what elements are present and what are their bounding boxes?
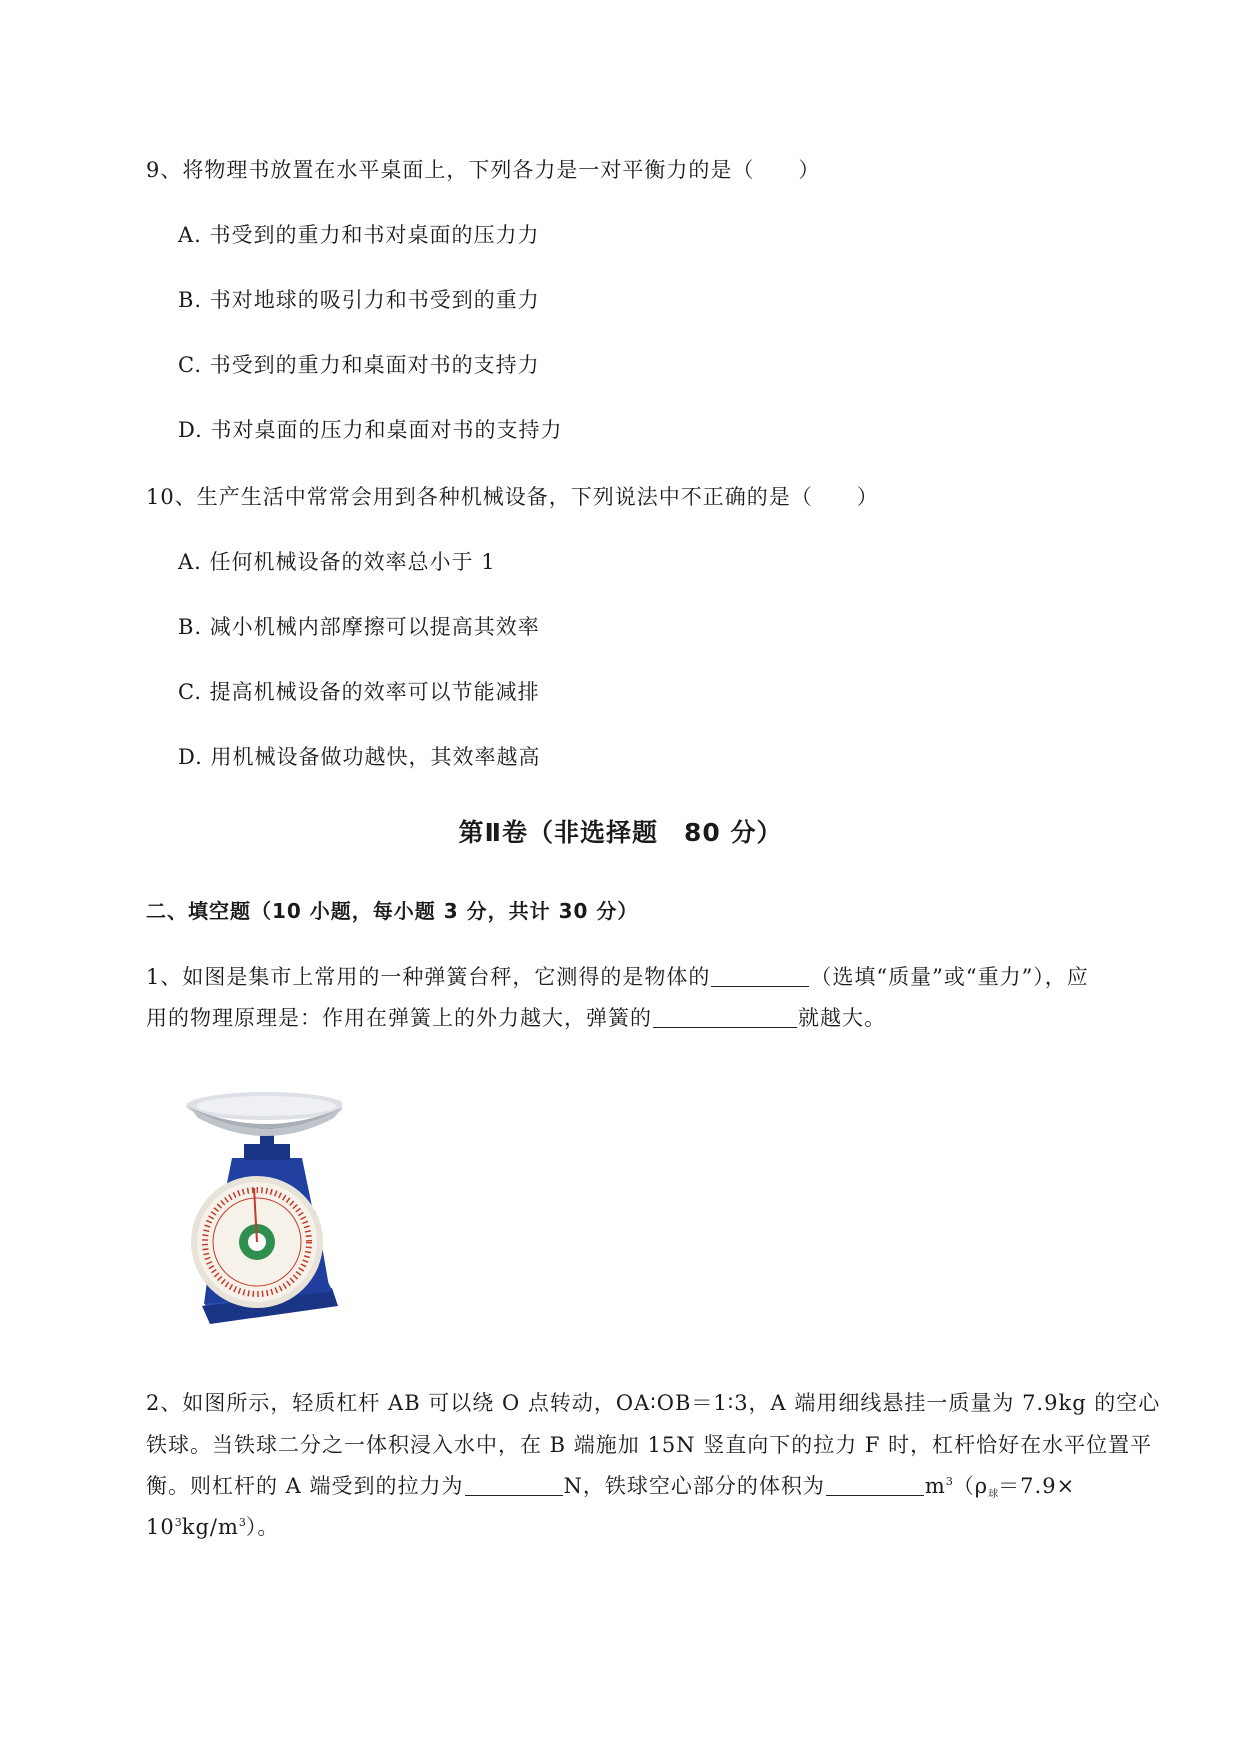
fill-2-line-4: [146, 1512, 279, 1542]
fill-2-density-value: ＝7.9×: [998, 1474, 1076, 1498]
fill-2-line-3: [146, 1471, 1075, 1501]
section-title: 第Ⅱ卷（非选择题 80 分）: [458, 818, 783, 847]
question-10-option-b: B. 减小机械内部摩擦可以提高其效率: [178, 615, 540, 639]
fill-1-text-c: 用的物理原理是：作用在弹簧上的外力越大，弹簧的: [146, 1006, 652, 1030]
question-10-option-c: C. 提高机械设备的效率可以节能减排: [178, 680, 540, 704]
fill-2-line-1: 2、如图所示，轻质杠杆 AB 可以绕 O 点转动，OA∶OB＝1∶3，A 端用细线悬挂一质量为 7.9kg 的空心: [146, 1391, 1161, 1415]
fill-1-line-1: [146, 962, 1089, 992]
question-9-stem: 9、将物理书放置在水平桌面上，下列各力是一对平衡力的是（ ）: [146, 158, 821, 182]
fill-2-power-exponent: 3: [174, 1516, 182, 1529]
section-subtitle: 二、填空题（10 小题，每小题 3 分，共计 30 分）: [146, 899, 639, 923]
fill-2-power-base: 10: [146, 1515, 175, 1539]
answer-blank: [711, 964, 809, 987]
question-9-option-a: A. 书受到的重力和书对桌面的压力力: [178, 223, 540, 247]
answer-blank: [653, 1005, 797, 1028]
fill-2-unit: m: [924, 1474, 946, 1498]
fill-2-density-label: （ρ: [952, 1474, 989, 1498]
fill-2-text-a: 衡。则杠杆的 A 端受到的拉力为: [146, 1474, 464, 1498]
fill-2-unit-exponent: 3: [945, 1475, 953, 1488]
question-10-stem: 10、生产生活中常常会用到各种机械设备，下列说法中不正确的是（ ）: [146, 485, 879, 509]
fill-2-density-subscript: 球: [988, 1489, 999, 1500]
answer-blank: [826, 1473, 924, 1496]
spring-scale-image: [182, 1092, 342, 1326]
fill-1-text-d: 就越大。: [798, 1006, 886, 1030]
fill-2-text-b: N，铁球空心部分的体积为: [563, 1474, 825, 1498]
fill-1-line-2: [146, 1003, 886, 1033]
answer-blank: [465, 1473, 563, 1496]
question-10-option-a: A. 任何机械设备的效率总小于 1: [178, 550, 496, 574]
fill-1-text-a: 1、如图是集市上常用的一种弹簧台秤，它测得的是物体的: [146, 965, 711, 989]
fill-1-text-b: （选填“质量”或“重力”），应: [810, 965, 1089, 989]
fill-2-line-2: 铁球。当铁球二分之一体积浸入水中，在 B 端施加 15N 竖直向下的拉力 F 时，杠杆恰好在水平位置平: [146, 1433, 1153, 1457]
question-10-option-d: D. 用机械设备做功越快，其效率越高: [178, 745, 541, 769]
question-9-option-b: B. 书对地球的吸引力和书受到的重力: [178, 288, 540, 312]
question-9-option-d: D. 书对桌面的压力和桌面对书的支持力: [178, 418, 563, 442]
fill-2-density-unit-exponent: 3: [238, 1516, 246, 1529]
fill-2-closing: ）。: [245, 1515, 280, 1539]
fill-2-density-unit: kg/m: [181, 1515, 239, 1539]
question-9-option-c: C. 书受到的重力和桌面对书的支持力: [178, 353, 540, 377]
